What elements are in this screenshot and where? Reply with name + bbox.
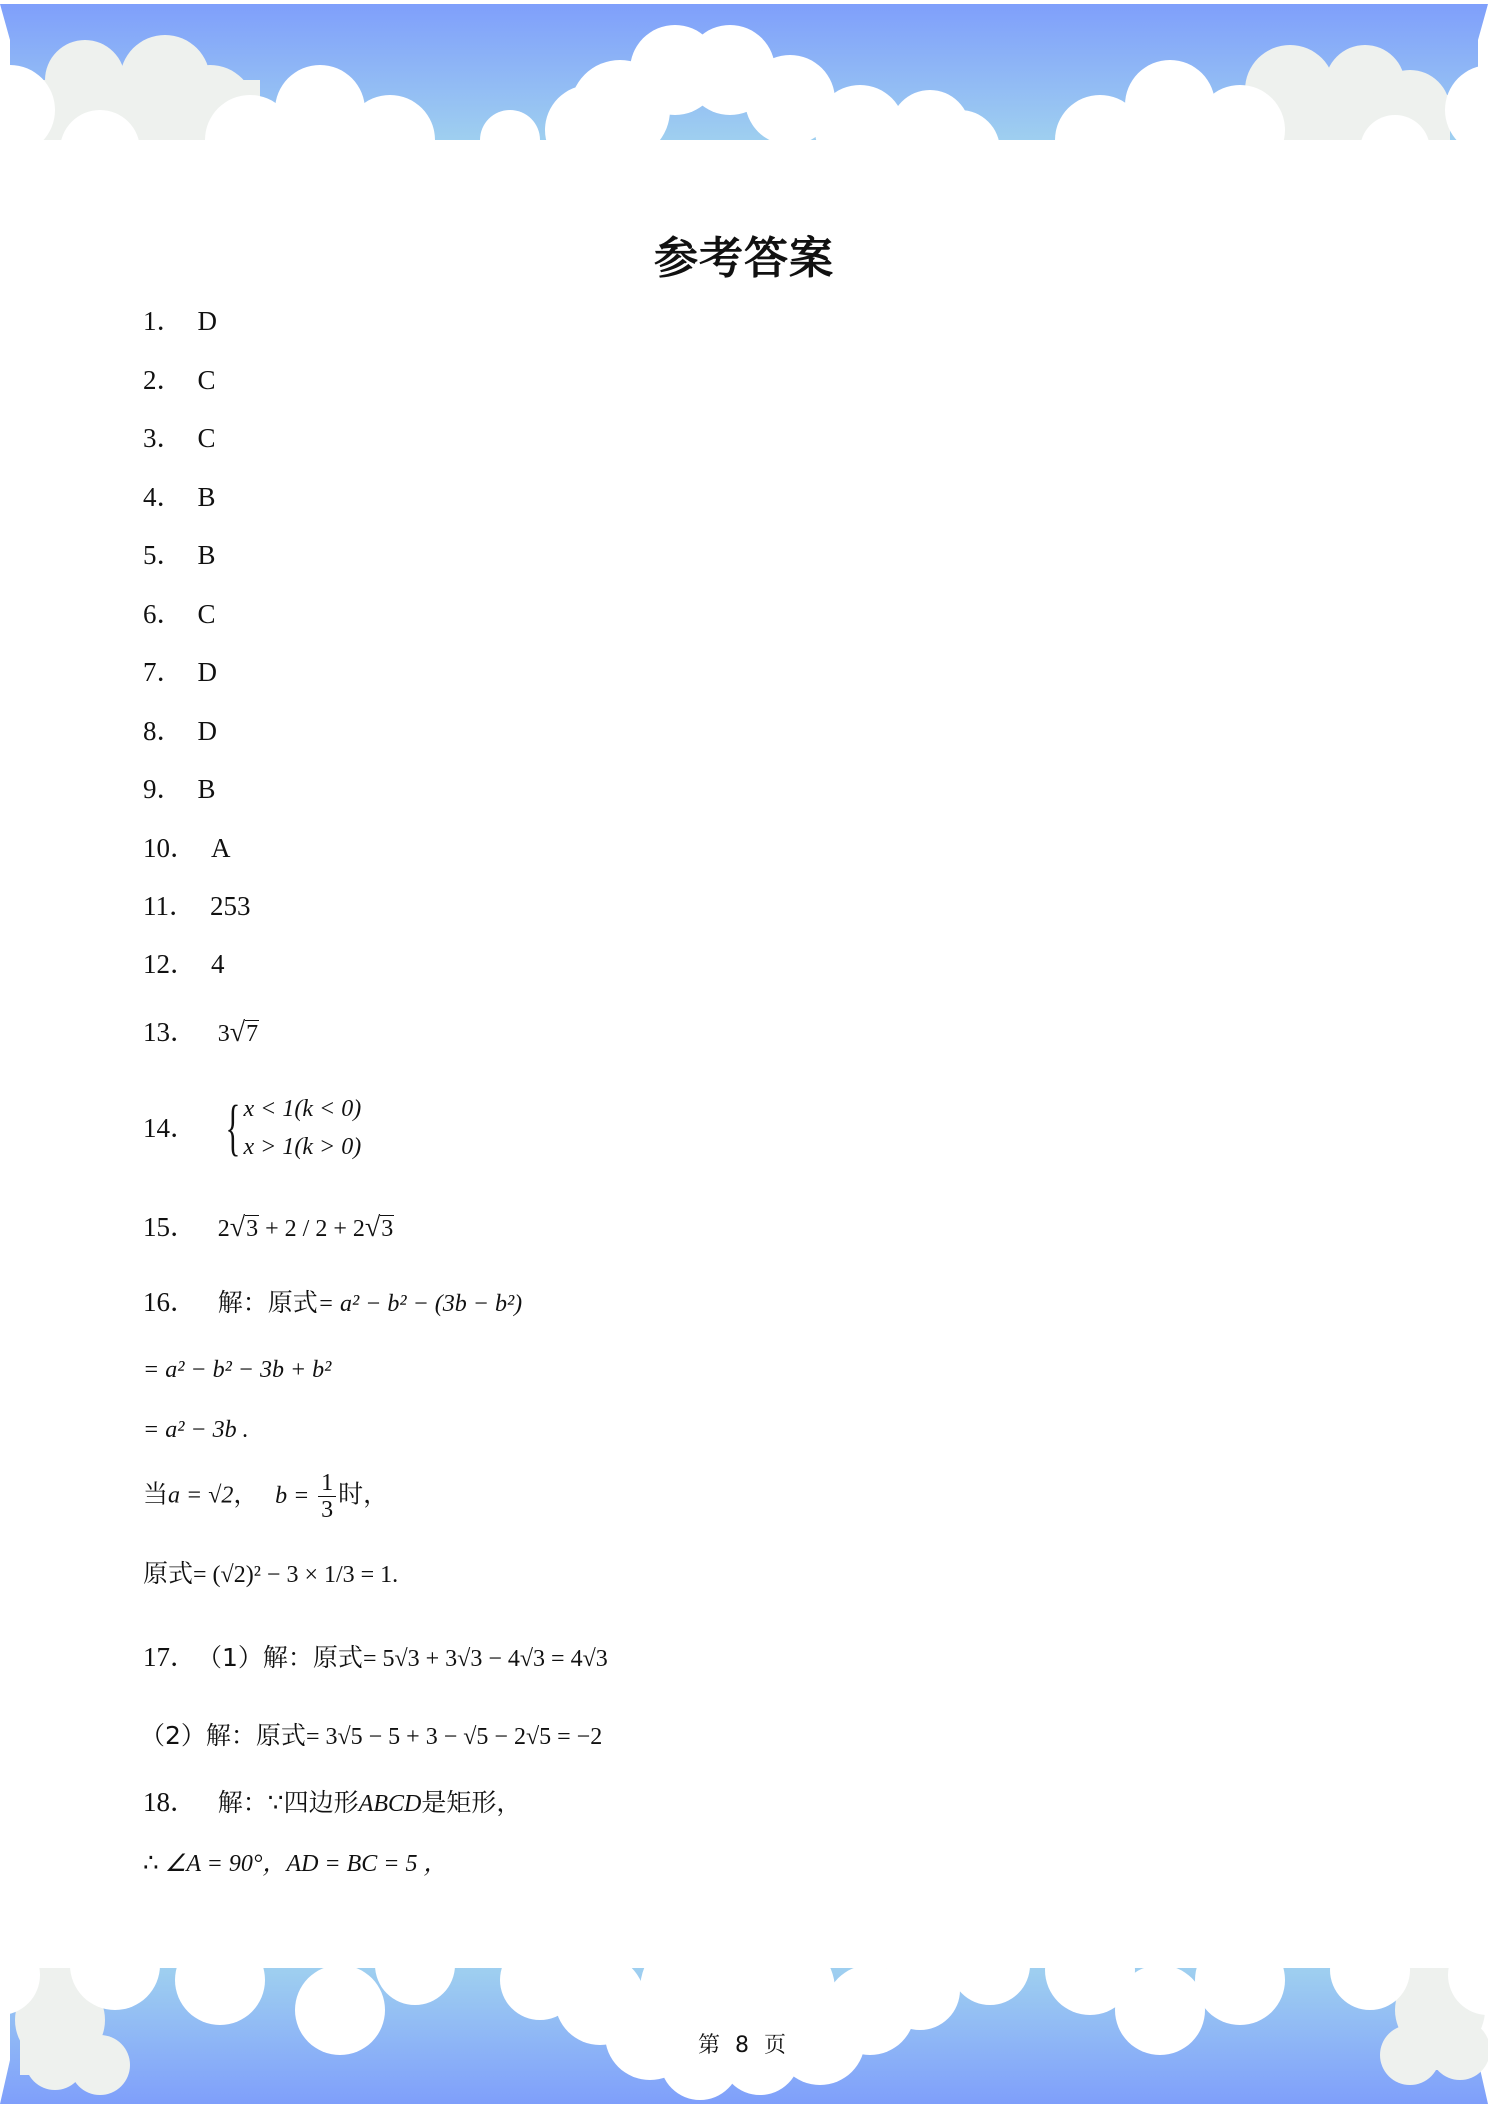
answer-item-9: 9． B	[143, 774, 216, 804]
q16-line-1: 16． 解：原式= a² − b² − (3b − b²)	[143, 1287, 523, 1317]
q17-part-2: （2）解：原式= 3√5 − 5 + 3 − √5 − 2√5 = −2	[140, 1721, 603, 1750]
answer-item-11: 11． 253	[143, 891, 251, 921]
left-brace-icon: {	[225, 1094, 241, 1162]
answer-item-5: 5． B	[143, 540, 216, 570]
q16-line-5: 原式= (√2)² − 3 × 1/3 = 1.	[143, 1559, 399, 1588]
answer-item-2: 2． C	[143, 365, 216, 395]
answer-item-3: 3． C	[143, 423, 216, 453]
answer-item-6: 6． C	[143, 599, 216, 629]
top-cloud-banner	[0, 0, 1488, 160]
page-number: 第 8 页	[698, 2033, 790, 2058]
answer-item-12: 12． 4	[143, 949, 225, 979]
bottom-cloud-banner	[0, 1950, 1488, 2104]
answer-item-1: 1． D	[143, 306, 217, 336]
fraction: $\frac{1}{3}$	[318, 1470, 336, 1523]
answer-item-7: 7． D	[143, 657, 217, 687]
q16-line-4: 当a = √2， b = $\frac{1}{3}$ 时，	[143, 1470, 389, 1523]
because-symbol: ∵	[267, 1788, 284, 1817]
answer-item-13: 13． 3√7	[143, 1015, 259, 1051]
answer-item-4: 4． B	[143, 482, 216, 512]
answer-item-14: 14． { x < 1(k < 0) x > 1(k > 0)	[143, 1090, 361, 1166]
q18-line-2: ∴ ∠A = 90°，AD = BC = 5 ，	[143, 1848, 448, 1877]
answer-item-10: 10． A	[143, 833, 231, 863]
q18-line-1: 18． 解：∵四边形ABCD是矩形，	[143, 1787, 522, 1817]
therefore-symbol: ∴	[143, 1848, 159, 1877]
page-title: 参考答案	[654, 233, 834, 284]
q16-line-2: = a² − b² − 3b + b²	[143, 1357, 332, 1383]
inequality-system: { x < 1(k < 0) x > 1(k > 0)	[225, 1094, 362, 1162]
answer-item-15: 15． 2√3 + 2 / 2 + 2√3	[143, 1212, 394, 1243]
q17-part-1: 17．（1）解：原式= 5√3 + 3√3 − 4√3 = 4√3	[143, 1642, 608, 1672]
answer-item-8: 8． D	[143, 716, 217, 746]
q16-line-3: = a² − 3b .	[143, 1417, 249, 1443]
sqrt-symbol: √7	[229, 1017, 259, 1048]
